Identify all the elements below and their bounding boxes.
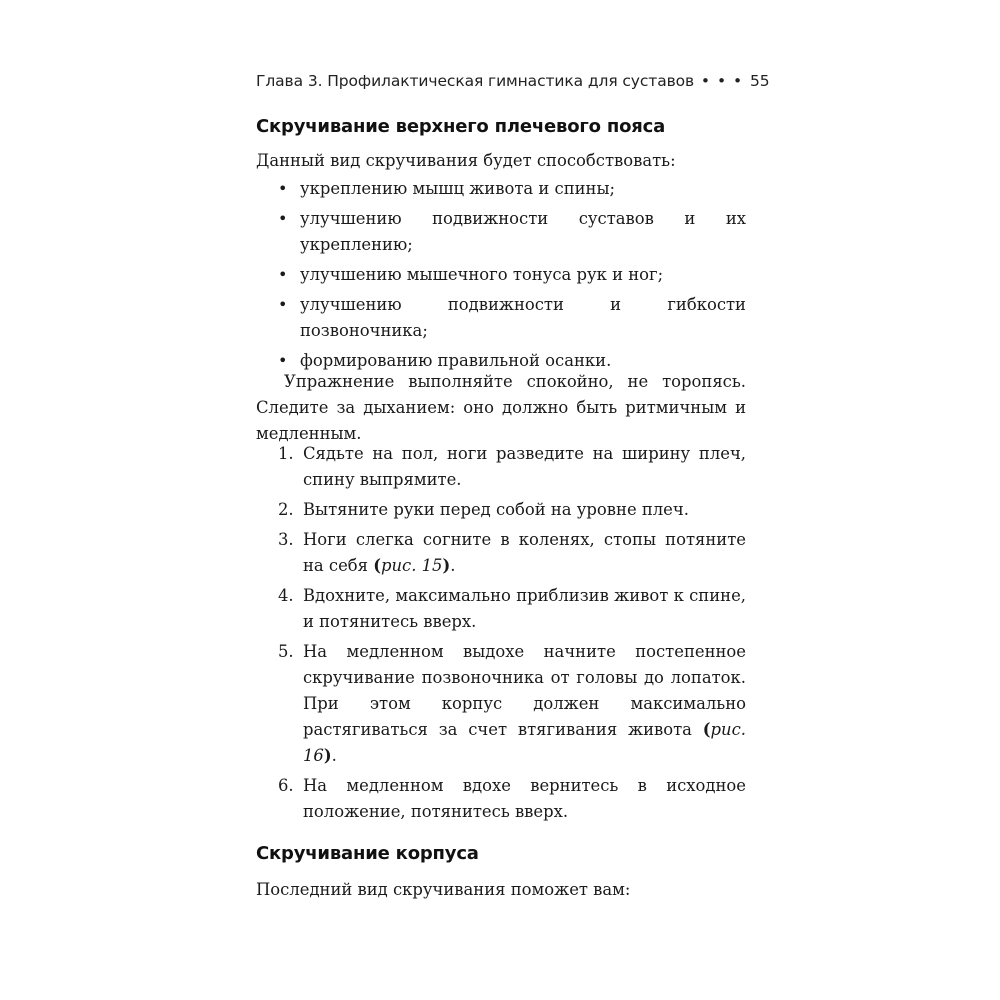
step-item: 5. На медленном выдохе начните постепенное скручивание позвоночника от головы до лопаток. При этом корпус должен максимально растягиваться за счет втягивания живота (рис. 16). <box>256 639 746 769</box>
step-number: 5. <box>278 642 294 661</box>
running-head <box>256 72 770 90</box>
page-number: 55 <box>750 72 770 90</box>
step-text: Вдохните, максимально приблизив живот к спине, и потянитесь вверх. <box>303 586 746 631</box>
step-text: На медленном выдохе начните постепенное скручивание позвоночника от головы до лопаток. При этом корпус должен максимально растягиваться за счет втягивания живота <box>303 642 746 739</box>
step-item <box>256 441 746 493</box>
benefits-list <box>256 176 746 378</box>
section-intro: Данный вид скручивания будет способствовать: <box>256 151 676 170</box>
step-item <box>256 773 746 825</box>
step-text: Вытяните руки перед собой на уровне плеч. <box>303 500 689 519</box>
step-number: 6. <box>278 776 294 795</box>
bullet-icon: • <box>278 179 288 198</box>
book-page <box>256 0 770 1000</box>
bullet-icon: • <box>278 295 288 314</box>
section-intro: Последний вид скручивания поможет вам: <box>256 880 631 899</box>
section-heading-shoulder-twist: Скручивание верхнего плечевого пояса <box>256 116 666 137</box>
list-item: • улучшению мышечного тонуса рук и ног; <box>256 262 746 288</box>
list-item: • улучшению подвижности суставов и их укреплению; <box>256 206 746 258</box>
bullet-icon: • <box>278 209 288 228</box>
step-item: 3. Ноги слегка согните в коленях, стопы потяните на себя (рис. 15). <box>256 527 746 579</box>
step-text: На медленном вдохе вернитесь в исходное положение, потянитесь вверх. <box>303 776 746 821</box>
step-number: 3. <box>278 530 294 549</box>
section-heading-torso-twist: Скручивание корпуса <box>256 843 479 864</box>
list-item: • формированию правильной осанки. <box>256 348 746 374</box>
separator-dots: • • • <box>700 72 744 90</box>
figure-reference: рис. 15 <box>380 556 443 575</box>
step-number: 1. <box>278 444 294 463</box>
exercise-steps <box>256 441 746 829</box>
step-item <box>256 583 746 635</box>
step-number: 2. <box>278 500 294 519</box>
step-text: Ноги слегка согните в коленях, стопы потяните на себя <box>303 530 746 575</box>
bullet-icon: • <box>278 351 288 370</box>
list-item: • укреплению мышц живота и спины; <box>256 176 746 202</box>
step-item <box>256 497 746 523</box>
instruction-paragraph: Упражнение выполняйте спокойно, не торопясь. Следите за дыханием: оно должно быть ритмичным и медленным. <box>256 372 746 443</box>
list-item: • улучшению подвижности и гибкости позвоночника; <box>256 292 746 344</box>
figure-reference: рис. 16 <box>303 720 746 765</box>
step-text: Сядьте на пол, ноги разведите на ширину плеч, спину выпрямите. <box>303 444 746 489</box>
bullet-icon: • <box>278 265 288 284</box>
chapter-title: Глава 3. Профилактическая гимнастика для суставов <box>256 72 695 90</box>
step-number: 4. <box>278 586 294 605</box>
